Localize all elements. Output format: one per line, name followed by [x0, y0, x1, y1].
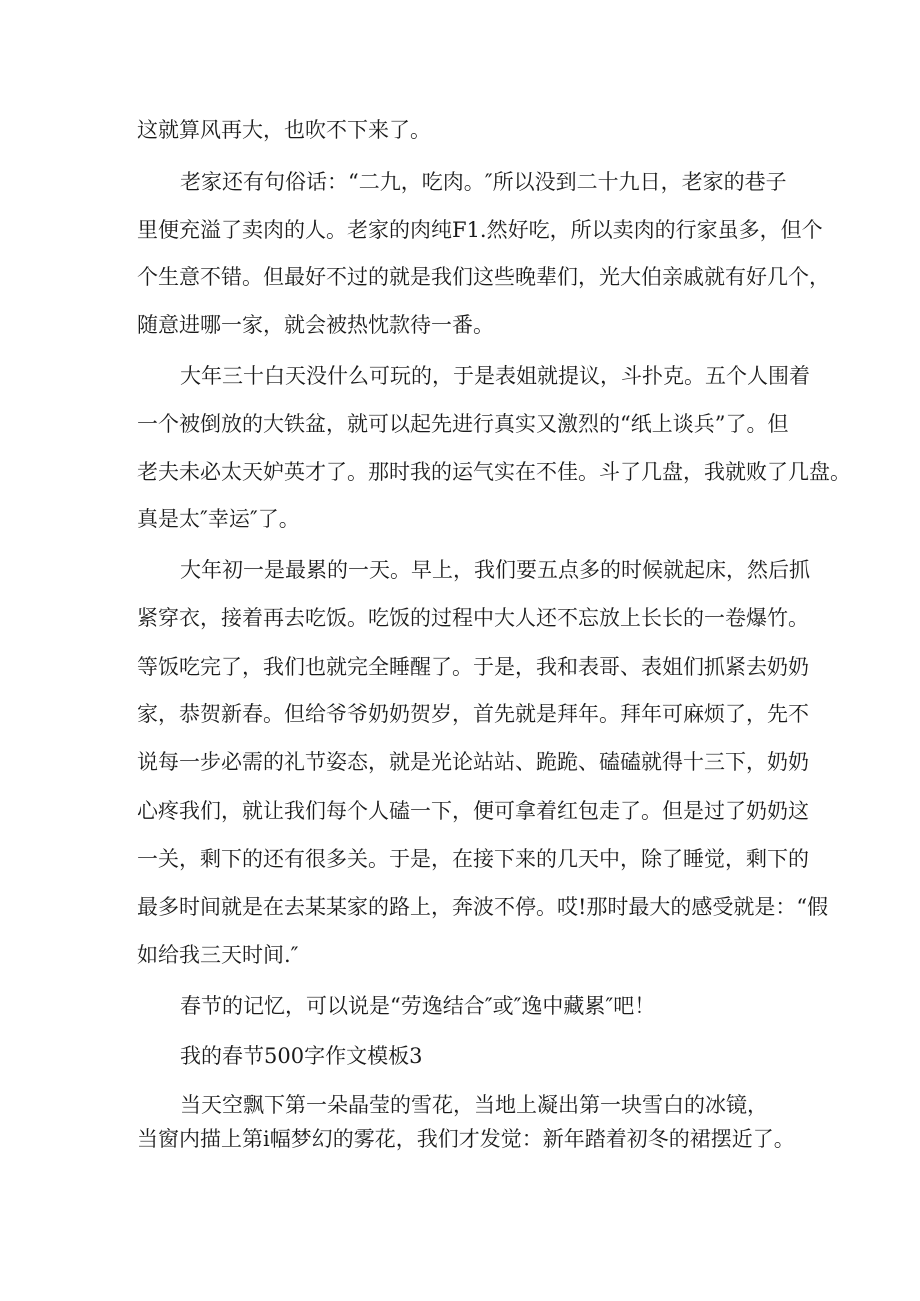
text-line: 这就算风再大，也吹不下来了。 [137, 118, 431, 142]
text-line: 当天空飘下第一朵晶莹的雪花，当地上凝出第一块雪白的冰镜， [180, 1093, 768, 1117]
text-line: 随意进哪一家，就会被热忱款待一番。 [137, 313, 494, 337]
text-line: 大年初一是最累的一天。早上，我们要五点多的时候就起床，然后抓 [180, 558, 810, 582]
text-line: 大年三十白天没什么可玩的，于是表姐就提议，斗扑克。五个人围着 [180, 364, 810, 388]
text-line: 个生意不错。但最好不过的就是我们这些晚辈们，光大伯亲戚就有好几个， [137, 265, 830, 289]
text-line: 真是太″幸运″了。 [137, 507, 300, 531]
text-line: 当窗内描上第i幅梦幻的雾花，我们才发觉：新年踏着初冬的裙摆近了。 [137, 1127, 795, 1151]
text-line: 心疼我们，就让我们每个人磕一下，便可拿着红包走了。但是过了奶奶这 [137, 799, 809, 823]
text-line: 一关，剩下的还有很多关。于是，在接下来的几天中，除了睡觉，剩下的 [137, 847, 809, 871]
text-line: 等饭吃完了，我们也就完全睡醒了。于是，我和表哥、表姐们抓紧去奶奶 [137, 655, 809, 679]
text-line: 说每一步必需的礼节姿态，就是光论站站、跪跪、磕磕就得十三下，奶奶 [137, 750, 809, 774]
text-line: 紧穿衣，接着再去吃饭。吃饭的过程中大人还不忘放上长长的一卷爆竹。 [137, 606, 809, 630]
text-line: 如给我三天时间.″ [137, 943, 299, 967]
text-line: 老夫未必太天妒英才了。那时我的运气实在不佳。斗了几盘，我就败了几盘。 [137, 460, 851, 484]
text-line: 里便充溢了卖肉的人。老家的肉纯F1.然好吃，所以卖肉的行家虽多，但个 [137, 218, 823, 242]
text-line: 老家还有句俗话：“二九，吃肉。″所以没到二十九日，老家的巷子 [180, 170, 787, 194]
text-line: 最多时间就是在去某某家的路上，奔波不停。哎!那时最大的感受就是：“假 [137, 895, 829, 919]
text-line: 春节的记忆，可以说是“劳逸结合″或″逸中藏累″吧！ [180, 994, 656, 1018]
text-line: 家，恭贺新春。但给爷爷奶奶贺岁，首先就是拜年。拜年可麻烦了，先不 [137, 702, 809, 726]
text-line: 一个被倒放的大铁盆，就可以起先进行真实又激烈的“纸上谈兵”了。但 [137, 412, 789, 436]
section-heading: 我的春节500字作文模板3 [180, 1044, 423, 1068]
